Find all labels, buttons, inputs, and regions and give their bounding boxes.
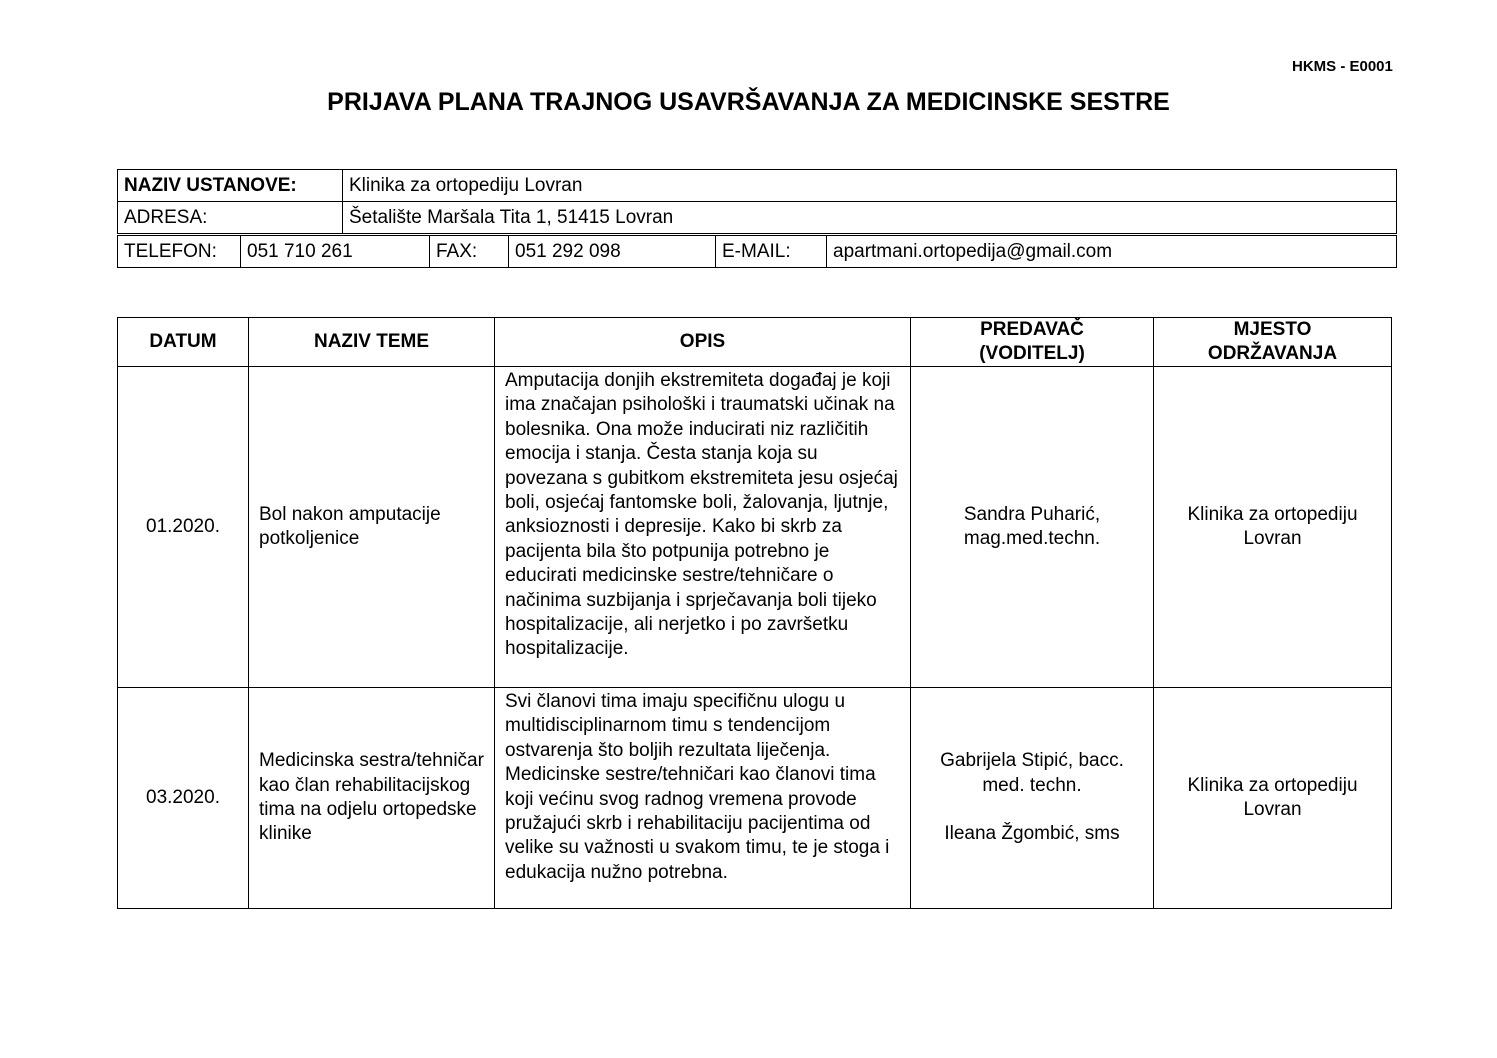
row-date: 01.2020. — [118, 367, 249, 688]
row-date: 03.2020. — [118, 688, 249, 909]
plan-header-row — [118, 318, 1392, 367]
institution-contact-row — [118, 236, 1397, 268]
education-plan-table — [117, 317, 1392, 909]
row-location: Klinika za ortopediju Lovran — [1154, 688, 1392, 909]
header-date: DATUM — [118, 318, 249, 367]
institution-name-value: Klinika za ortopediju Lovran — [343, 170, 1397, 202]
phone-value: 051 710 261 — [241, 236, 430, 268]
lecturer-name-secondary: Ileana Žgombić, sms — [944, 823, 1120, 845]
phone-label: TELEFON: — [118, 236, 241, 268]
row-description: Svi članovi tima imaju specifičnu ulogu u multidisciplinarnom timu s tendencijom ostvarenja što boljih rezultata liječenja. Medicinske sestre/tehničari kao članovi tima koji većinu svog radnog vremena provode pružajući skrb i rehabilitaciju pacijentima od velike su važnosti u svakom timu, te je stoga i edukacija nužno potrebna. — [495, 688, 911, 909]
email-label: E-MAIL: — [716, 236, 827, 268]
fax-label: FAX: — [430, 236, 509, 268]
institution-name-label: NAZIV USTANOVE: — [118, 170, 343, 202]
lecturer-name: Sandra Puharić, mag.med.techn. — [963, 503, 1101, 549]
row-location: Klinika za ortopediju Lovran — [1154, 367, 1392, 688]
header-topic: NAZIV TEME — [249, 318, 495, 367]
header-lecturer: PREDAVAČ (VODITELJ) — [911, 318, 1154, 367]
lecturer-name: Gabrijela Stipić, bacc. med. techn. — [940, 750, 1124, 796]
email-value: apartmani.ortopedija@gmail.com — [827, 236, 1397, 268]
fax-value: 051 292 098 — [509, 236, 716, 268]
row-topic: Medicinska sestra/tehničar kao član rehabilitacijskog tima na odjelu ortopedske klinike — [249, 688, 495, 909]
row-lecturer — [911, 688, 1154, 909]
institution-info-table — [117, 169, 1397, 234]
page-title: PRIJAVA PLANA TRAJNOG USAVRŠAVANJA ZA MEDICINSKE SESTRE — [327, 88, 1170, 116]
document-code: HKMS - E0001 — [1292, 58, 1393, 75]
row-lecturer — [911, 367, 1154, 688]
table-row — [118, 367, 1392, 688]
header-description: OPIS — [495, 318, 911, 367]
institution-address-row — [118, 202, 1397, 234]
table-row — [118, 688, 1392, 909]
header-location: MJESTO ODRŽAVANJA — [1154, 318, 1392, 367]
institution-address-value: Šetalište Maršala Tita 1, 51415 Lovran — [343, 202, 1397, 234]
institution-name-row — [118, 170, 1397, 202]
institution-contact-table — [117, 235, 1397, 268]
row-description: Amputacija donjih ekstremiteta događaj je koji ima značajan psihološki i traumatski učinak na bolesnika. Ona može inducirati niz različitih emocija i stanja. Česta stanja koja su povezana s gubitkom ekstremiteta jesu osjećaj boli, osjećaj fantomske boli, žalovanja, ljutnje, anksioznosti i depresije. Kako bi skrb za pacijenta bila što potpunija potrebno je educirati medicinske sestre/tehničare o načinima suzbijanja i sprječavanja boli tijeko hospitalizacije, ali nerjetko i po završetku hospitalizacije. — [495, 367, 911, 688]
institution-address-label: ADRESA: — [118, 202, 343, 234]
row-topic: Bol nakon amputacije potkoljenice — [249, 367, 495, 688]
